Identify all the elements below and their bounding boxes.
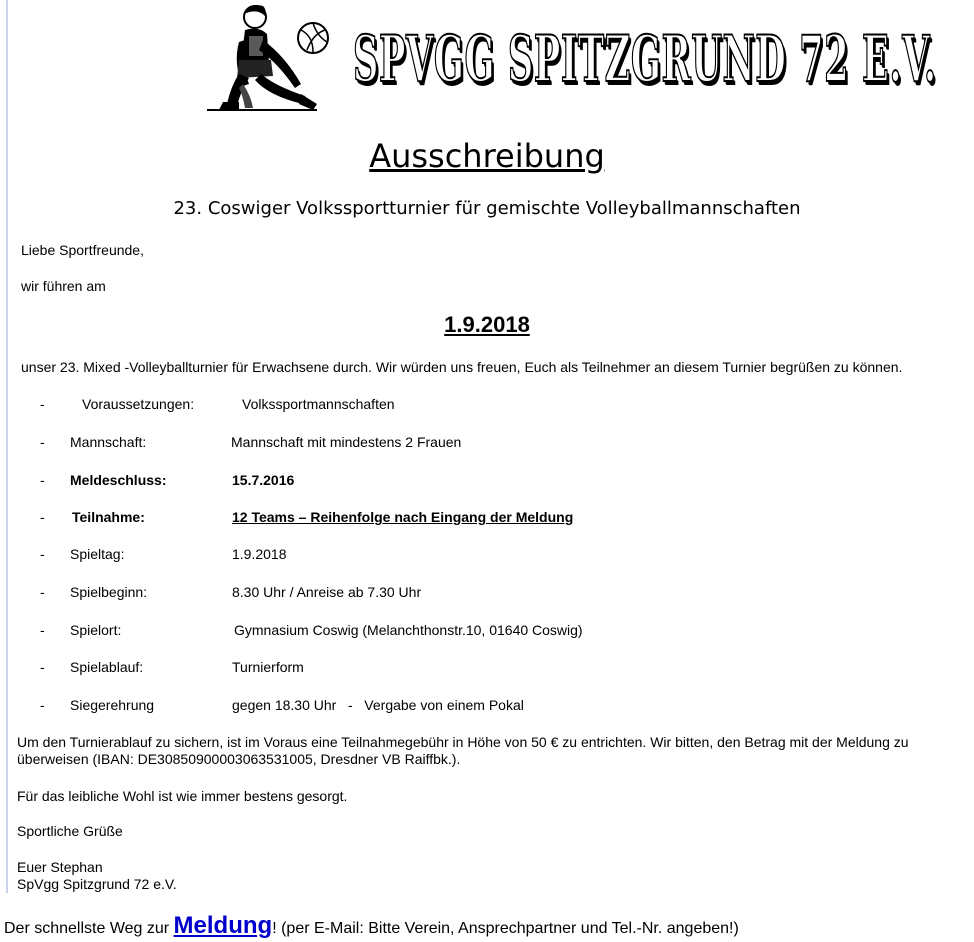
page-title: Ausschreibung xyxy=(369,137,605,175)
detail-value: gegen 18.30 Uhr - Vergabe von einem Pokal xyxy=(232,697,524,713)
signature-club: SpVgg Spitzgrund 72 e.V. xyxy=(17,876,177,892)
footer-prefix: Der schnellste Weg zur xyxy=(4,920,174,937)
detail-label: Spielort: xyxy=(70,622,122,638)
footer-registration xyxy=(4,912,739,940)
list-dash: - xyxy=(40,472,45,488)
event-date: 1.9.2018 xyxy=(444,312,530,337)
detail-label: Siegerehrung xyxy=(70,697,155,713)
intro-text: unser 23. Mixed -Volleyballturnier für Erwachsene durch. Wir würden uns freuen, Euch als Teilnehmer an diesem Turnier begrüßen zu können. xyxy=(21,359,903,375)
list-dash: - xyxy=(40,396,45,412)
detail-value: Volkssportmannschaften xyxy=(242,396,395,412)
list-dash: - xyxy=(40,697,45,713)
club-logo-text: SPVGG SPITZGRUND 72 E.V. xyxy=(353,22,937,97)
club-logo-header xyxy=(205,0,937,122)
page-border-line xyxy=(6,0,8,893)
detail-label: Teilnahme: xyxy=(72,509,145,525)
regards: Sportliche Grüße xyxy=(17,823,123,839)
detail-label: Spieltag: xyxy=(70,546,125,562)
detail-value: 8.30 Uhr / Anreise ab 7.30 Uhr xyxy=(232,584,422,600)
detail-value: 12 Teams – Reihenfolge nach Eingang der Meldung xyxy=(232,509,574,525)
page-subtitle: 23. Coswiger Volkssportturnier für gemischte Volleyballmannschaften xyxy=(173,198,801,219)
list-dash: - xyxy=(40,434,45,450)
detail-value: 1.9.2018 xyxy=(232,546,287,562)
list-dash: - xyxy=(40,509,45,525)
detail-label: Meldeschluss: xyxy=(70,472,167,488)
list-dash: - xyxy=(40,659,45,675)
detail-label: Spielablauf: xyxy=(70,659,144,675)
detail-value: Gymnasium Coswig (Melanchthonstr.10, 01640 Coswig) xyxy=(234,622,583,638)
detail-value: Turnierform xyxy=(232,659,304,675)
greeting: Liebe Sportfreunde, xyxy=(21,242,144,258)
fee-line-2: überweisen (IBAN: DE30850900003063531005, Dresdner VB Raiffbk.). xyxy=(17,751,461,767)
detail-label: Spielbeginn: xyxy=(70,584,148,600)
footer-suffix: ! (per E-Mail: Bitte Verein, Ansprechpartner und Tel.-Nr. angeben!) xyxy=(272,920,739,937)
food-note: Für das leibliche Wohl ist wie immer bestens gesorgt. xyxy=(17,788,348,804)
detail-label: Mannschaft: xyxy=(70,434,147,450)
list-dash: - xyxy=(40,546,45,562)
registration-link[interactable]: Meldung xyxy=(173,912,273,939)
list-dash: - xyxy=(40,584,45,600)
detail-label: Voraussetzungen: xyxy=(82,396,195,412)
detail-value: 15.7.2016 xyxy=(232,472,295,488)
fee-line-1: Um den Turnierablauf zu sichern, ist im Voraus eine Teilnahmegebühr in Höhe von 50 € zu entrichten. Wir bitten, den Betrag mit der Meldung zu xyxy=(17,734,909,750)
detail-value: Mannschaft mit mindestens 2 Frauen xyxy=(231,434,462,450)
intro: wir führen am xyxy=(21,278,106,294)
signature-name: Euer Stephan xyxy=(17,859,103,875)
list-dash: - xyxy=(40,622,45,638)
volleyball-icon xyxy=(293,18,333,58)
